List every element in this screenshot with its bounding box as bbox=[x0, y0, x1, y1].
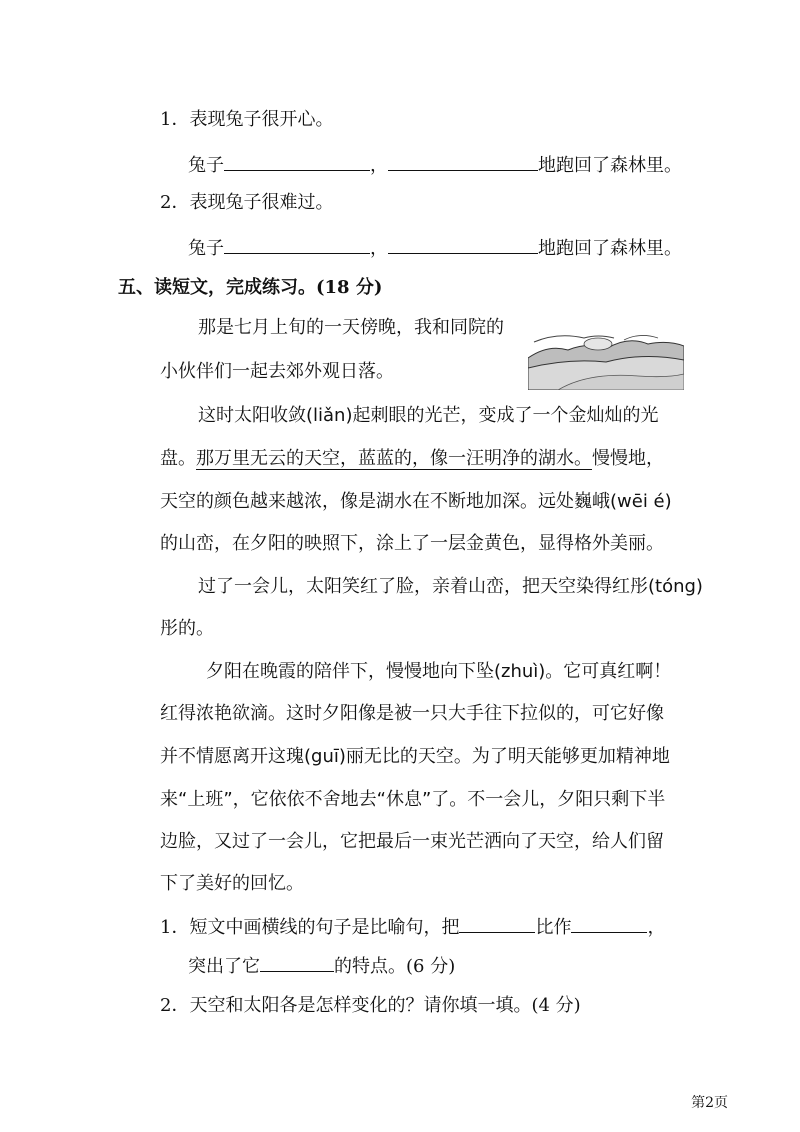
text: 突出了它 bbox=[188, 956, 260, 977]
answer-blank[interactable] bbox=[388, 150, 538, 171]
passage-line: 的山峦，在夕阳的映照下，涂上了一层金黄色，显得格外美丽。 bbox=[160, 533, 664, 554]
answer-blank[interactable] bbox=[260, 951, 334, 972]
passage-line: 来“上班”，它依依不舍地去“休息”了。不一会儿，夕阳只剩下半 bbox=[160, 789, 666, 810]
passage-line: 天空的颜色越来越浓，像是湖水在不断地加深。远处巍峨(wēi é) bbox=[160, 491, 672, 512]
answer-blank[interactable] bbox=[459, 912, 535, 933]
passage-line: 过了一会儿，太阳笑红了脸，亲着山峦，把天空染得红彤(tóng) bbox=[198, 576, 703, 597]
answer-blank[interactable] bbox=[388, 233, 538, 254]
underlined-sentence: 那万里无云的天空，蓝蓝的，像一汪明净的湖水。 bbox=[196, 448, 592, 469]
passage-line: 夕阳在晚霞的陪伴下，慢慢地向下坠(zhuì)。它可真红啊！ bbox=[206, 661, 672, 682]
q4-item-1: 1．表现兔子很开心。 bbox=[160, 109, 334, 130]
section-title: 五、读短文，完成练习。(18 分) bbox=[118, 277, 383, 298]
question-1 bbox=[160, 912, 665, 941]
text: 1．短文中画横线的句子是比喻句，把 bbox=[160, 917, 460, 938]
question-1-cont bbox=[188, 951, 455, 980]
text: ， bbox=[647, 917, 666, 938]
text: 盘。 bbox=[160, 448, 196, 469]
fill-suffix: 地跑回了森林里。 bbox=[538, 155, 682, 176]
sunset-illustration bbox=[528, 322, 684, 390]
fill-suffix: 地跑回了森林里。 bbox=[538, 238, 682, 259]
q4-fill-2 bbox=[188, 233, 682, 262]
passage-line: 那是七月上旬的一天傍晚，我和同院的 bbox=[198, 317, 504, 338]
answer-blank[interactable] bbox=[224, 233, 370, 254]
text: 慢慢地， bbox=[592, 448, 664, 469]
fill-comma: ， bbox=[370, 238, 388, 259]
passage-line: 这时太阳收敛(liǎn)起刺眼的光芒，变成了一个金灿灿的光 bbox=[198, 405, 659, 426]
passage-line: 下了美好的回忆。 bbox=[160, 873, 304, 894]
passage-line: 红得浓艳欲滴。这时夕阳像是被一只大手往下拉似的，可它好像 bbox=[160, 703, 664, 724]
passage-line: 并不情愿离开这瑰(guī)丽无比的天空。为了明天能够更加精神地 bbox=[160, 746, 670, 767]
question-2: 2．天空和太阳各是怎样变化的？请你填一填。(4 分) bbox=[160, 995, 581, 1016]
text: 比作 bbox=[535, 917, 572, 938]
answer-blank[interactable] bbox=[224, 150, 370, 171]
q4-fill-1 bbox=[188, 150, 682, 179]
q4-item-2: 2．表现兔子很难过。 bbox=[160, 192, 334, 213]
passage-line: 边脸，又过了一会儿，它把最后一束光芒洒向了天空，给人们留 bbox=[160, 831, 664, 852]
fill-prefix: 兔子 bbox=[188, 238, 224, 259]
page-number: 第2页 bbox=[691, 1095, 728, 1111]
passage-line bbox=[160, 446, 664, 472]
answer-blank[interactable] bbox=[571, 912, 647, 933]
passage-line: 小伙伴们一起去郊外观日落。 bbox=[160, 361, 394, 382]
passage-line: 彤的。 bbox=[160, 618, 214, 639]
fill-comma: ， bbox=[370, 155, 388, 176]
text: 的特点。(6 分) bbox=[334, 956, 456, 977]
fill-prefix: 兔子 bbox=[188, 155, 224, 176]
